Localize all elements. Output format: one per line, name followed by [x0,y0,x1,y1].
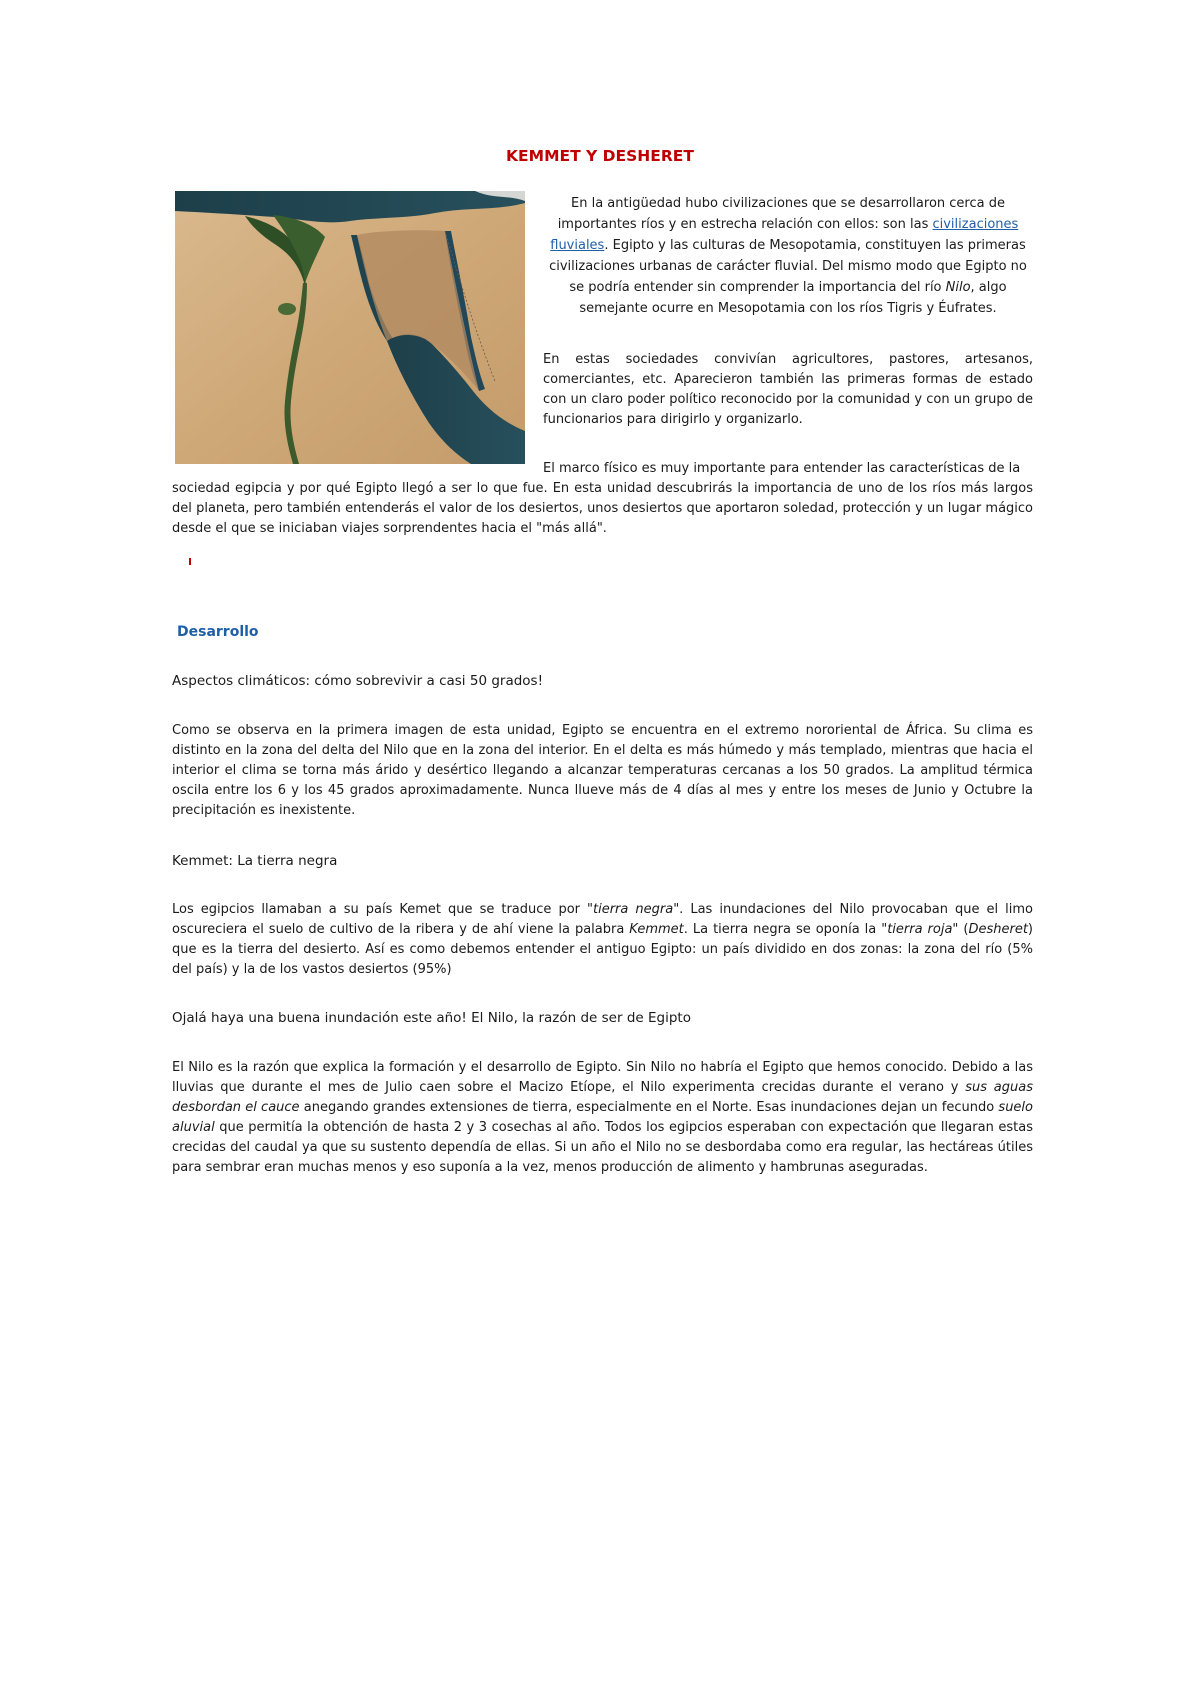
section-title-desarrollo: Desarrollo [177,624,259,640]
kemmet-heading: Kemmet: La tierra negra [172,853,338,869]
intro-paragraph-3: El marco físico es muy importante para entender las características de la sociedad egipcia y por qué Egipto llegó a ser lo que fue. En esta unidad descubrirás la importancia de uno de los ríos más largos del planeta, pero también entenderás el valor de los desiertos, unos desiertos que aportaron soledad, protección y un lugar mágico desde el que se iniciaban viajes sorprendentes hacia el "más allá". [172,461,1033,536]
nilo-paragraph: El Nilo es la razón que explica la formación y el desarrollo de Egipto. Sin Nilo no habría el Egipto que hemos conocido. Debido a las lluvias que durante el mes de Julio caen sobre el Macizo Etíope, el Nilo experimenta crecidas durante el verano y sus aguas desbordan el cauce anegando grandes extensiones de tierra, especialmente en el Norte. Esas inundaciones dejan un fecundo suelo aluvial que permitía la obtención de hasta 2 y 3 cosechas al año. Todos los egipcios esperaban con expectación que llegaran estas crecidas del caudal ya que su sustento dependía de ellas. Si un año el Nilo no se desbordaba como era regular, las hectáreas útiles para sembrar eran muchas menos y eso suponía a la vez, menos producción de alimento y hambrunas aseguradas. [172,1060,1033,1175]
climate-paragraph: Como se observa en la primera imagen de esta unidad, Egipto se encuentra en el extremo nororiental de África. Su clima es distinto en la zona del delta del Nilo que en la zona del interior. En el delta es más húmedo y más templado, mientras que hacia el interior el clima se torna más árido y desértico llegando a alcanzar temperaturas cercanas a los 50 grados. La amplitud térmica oscila entre los 6 y los 45 grados aproximadamente. Nunca llueve más de 4 días al mes y entre los meses de Junio y Octubre la precipitación es inexistente. [172,723,1033,818]
intro-paragraph-1: En la antigüedad hubo civilizaciones que se desarrollaron cerca de importantes ríos y en estrecha relación con ellos: son las civilizaciones fluviales. Egipto y las culturas de Mesopotamia, constituyen las primeras civilizaciones urbanas de carácter fluvial. Del mismo modo que Egipto no se podría entender sin comprender la importancia del río Nilo, algo semejante ocurre en Mesopotamia con los ríos Tigris y Éufrates. [549,196,1027,316]
document-title: KEMMET Y DESHERET [506,147,694,165]
egypt-satellite-image [175,191,525,464]
intro-paragraph-2: En estas sociedades convivían agricultores, pastores, artesanos, comerciantes, etc. Aparecieron también las primeras formas de estado con un claro poder político reconocido por la comunidad y con un grupo de funcionarios para dirigirlo y organizarlo. [543,352,1033,427]
red-mark [189,558,191,565]
link-civilizaciones-fluviales[interactable]: civilizaciones fluviales [550,217,1019,253]
kemmet-paragraph: Los egipcios llamaban a su país Kemet que se traduce por "tierra negra". Las inundaciones del Nilo provocaban que el limo oscureciera el suelo de cultivo de la ribera y de ahí viene la palabra Kemmet. La tierra negra se oponía la "tierra roja" (Desheret) que es la tierra del desierto. Así es como debemos entender el antiguo Egipto: un país dividido en dos zonas: la zona del río (5% del país) y la de los vastos desiertos (95%) [172,902,1033,977]
climate-heading: Aspectos climáticos: cómo sobrevivir a casi 50 grados! [172,673,543,689]
nilo-heading: Ojalá haya una buena inundación este año! El Nilo, la razón de ser de Egipto [172,1010,691,1026]
satellite-map-graphic [175,191,525,464]
